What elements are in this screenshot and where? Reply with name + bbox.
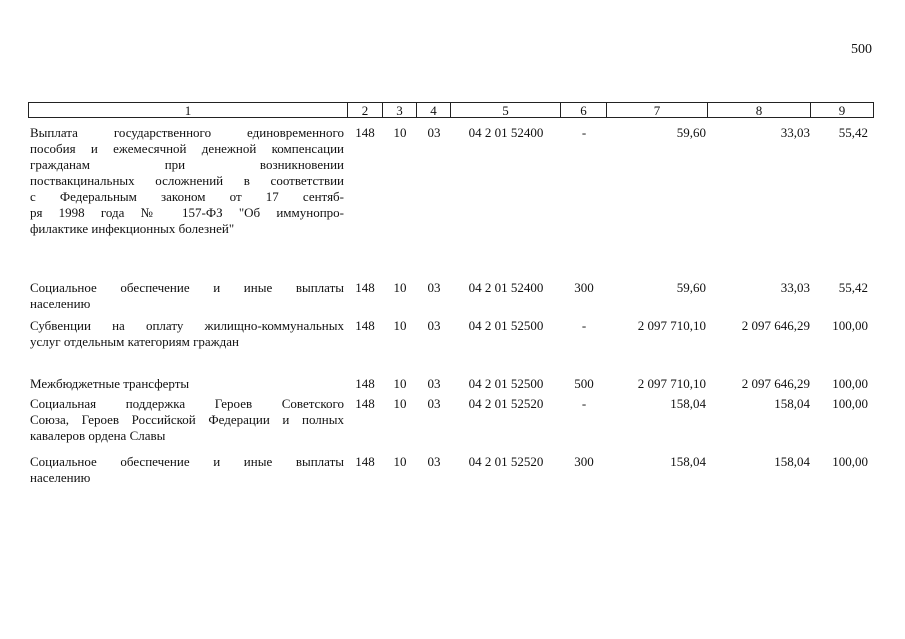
header-col-9: 9 <box>811 102 874 118</box>
cell-col-6: 500 <box>574 376 594 391</box>
row-description <box>30 376 344 392</box>
cell-col-7: 158,04 <box>670 454 706 469</box>
header-col-7: 7 <box>607 102 708 118</box>
table-header <box>28 102 874 119</box>
header-col-1: 1 <box>28 102 348 118</box>
cell-col-2: 148 <box>355 396 375 411</box>
description-line: населению <box>30 470 91 485</box>
cell-col-4: 03 <box>427 318 441 333</box>
row-description <box>30 396 344 444</box>
cell-col-8: 2 097 646,29 <box>741 318 810 333</box>
cell-col-4: 03 <box>427 280 441 295</box>
cell-col-8: 158,04 <box>774 396 810 411</box>
description-line: Субвенции на оплату жилищно-коммунальных <box>30 318 344 333</box>
description-line: Союза, Героев Российской Федерации и полных <box>30 412 344 427</box>
description-line: с Федеральным законом от 17 сентяб- <box>30 189 344 204</box>
row-description <box>30 125 344 237</box>
row-description <box>30 318 344 350</box>
description-line: филактике инфекционных болезней" <box>30 221 235 236</box>
header-col-5: 5 <box>451 102 561 118</box>
description-line: Выплата государственного единовременного <box>30 125 344 140</box>
description-line: ря 1998 года № 157-ФЗ "Об иммунопро- <box>30 205 344 220</box>
cell-col-2: 148 <box>355 376 375 391</box>
cell-col-8: 33,03 <box>780 280 810 295</box>
description-line: Социальное обеспечение и иные выплаты <box>30 280 344 295</box>
cell-col-4: 03 <box>427 396 441 411</box>
cell-col-6: 300 <box>574 454 594 469</box>
cell-col-5: 04 2 01 52400 <box>468 125 544 140</box>
description-line: Социальное обеспечение и иные выплаты <box>30 454 344 469</box>
header-col-6: 6 <box>561 102 607 118</box>
cell-col-9: 100,00 <box>832 376 868 391</box>
cell-col-9: 100,00 <box>832 318 868 333</box>
cell-col-5: 04 2 01 52500 <box>468 376 544 391</box>
description-line: гражданам при возникновении <box>30 157 344 172</box>
cell-col-5: 04 2 01 52520 <box>468 454 544 469</box>
cell-col-7: 59,60 <box>676 280 706 295</box>
cell-col-3: 10 <box>393 376 407 391</box>
cell-col-6: - <box>581 318 587 333</box>
cell-col-2: 148 <box>355 454 375 469</box>
cell-col-8: 158,04 <box>774 454 810 469</box>
cell-col-2: 148 <box>355 125 375 140</box>
cell-col-3: 10 <box>393 454 407 469</box>
cell-col-6: - <box>581 396 587 411</box>
cell-col-6: - <box>581 125 587 140</box>
cell-col-4: 03 <box>427 376 441 391</box>
row-description <box>30 454 344 486</box>
description-line: пособия и ежемесячной денежной компенсации <box>30 141 344 156</box>
cell-col-9: 55,42 <box>838 280 868 295</box>
header-col-8: 8 <box>708 102 811 118</box>
description-line: поствакцинальных осложнений в соответствии <box>30 173 344 188</box>
cell-col-2: 148 <box>355 280 375 295</box>
cell-col-3: 10 <box>393 396 407 411</box>
description-line: населению <box>30 296 91 311</box>
cell-col-6: 300 <box>574 280 594 295</box>
cell-col-9: 100,00 <box>832 396 868 411</box>
cell-col-8: 33,03 <box>780 125 810 140</box>
cell-col-4: 03 <box>427 454 441 469</box>
header-col-3: 3 <box>383 102 417 118</box>
description-line: услуг отдельным категориям граждан <box>30 334 239 349</box>
cell-col-3: 10 <box>393 125 407 140</box>
cell-col-2: 148 <box>355 318 375 333</box>
description-line: кавалеров ордена Славы <box>30 428 166 443</box>
cell-col-3: 10 <box>393 280 407 295</box>
cell-col-5: 04 2 01 52400 <box>468 280 544 295</box>
cell-col-5: 04 2 01 52520 <box>468 396 544 411</box>
row-description <box>30 280 344 312</box>
cell-col-7: 158,04 <box>670 396 706 411</box>
description-line: Межбюджетные трансферты <box>30 376 190 391</box>
cell-col-5: 04 2 01 52500 <box>468 318 544 333</box>
description-line: Социальная поддержка Героев Советского <box>30 396 344 411</box>
cell-col-9: 100,00 <box>832 454 868 469</box>
cell-col-7: 2 097 710,10 <box>637 376 706 391</box>
cell-col-9: 55,42 <box>838 125 868 140</box>
header-col-2: 2 <box>348 102 383 118</box>
cell-col-7: 59,60 <box>676 125 706 140</box>
header-col-4: 4 <box>417 102 451 118</box>
page-number: 500 <box>851 42 872 57</box>
cell-col-4: 03 <box>427 125 441 140</box>
cell-col-8: 2 097 646,29 <box>741 376 810 391</box>
cell-col-7: 2 097 710,10 <box>637 318 706 333</box>
cell-col-3: 10 <box>393 318 407 333</box>
